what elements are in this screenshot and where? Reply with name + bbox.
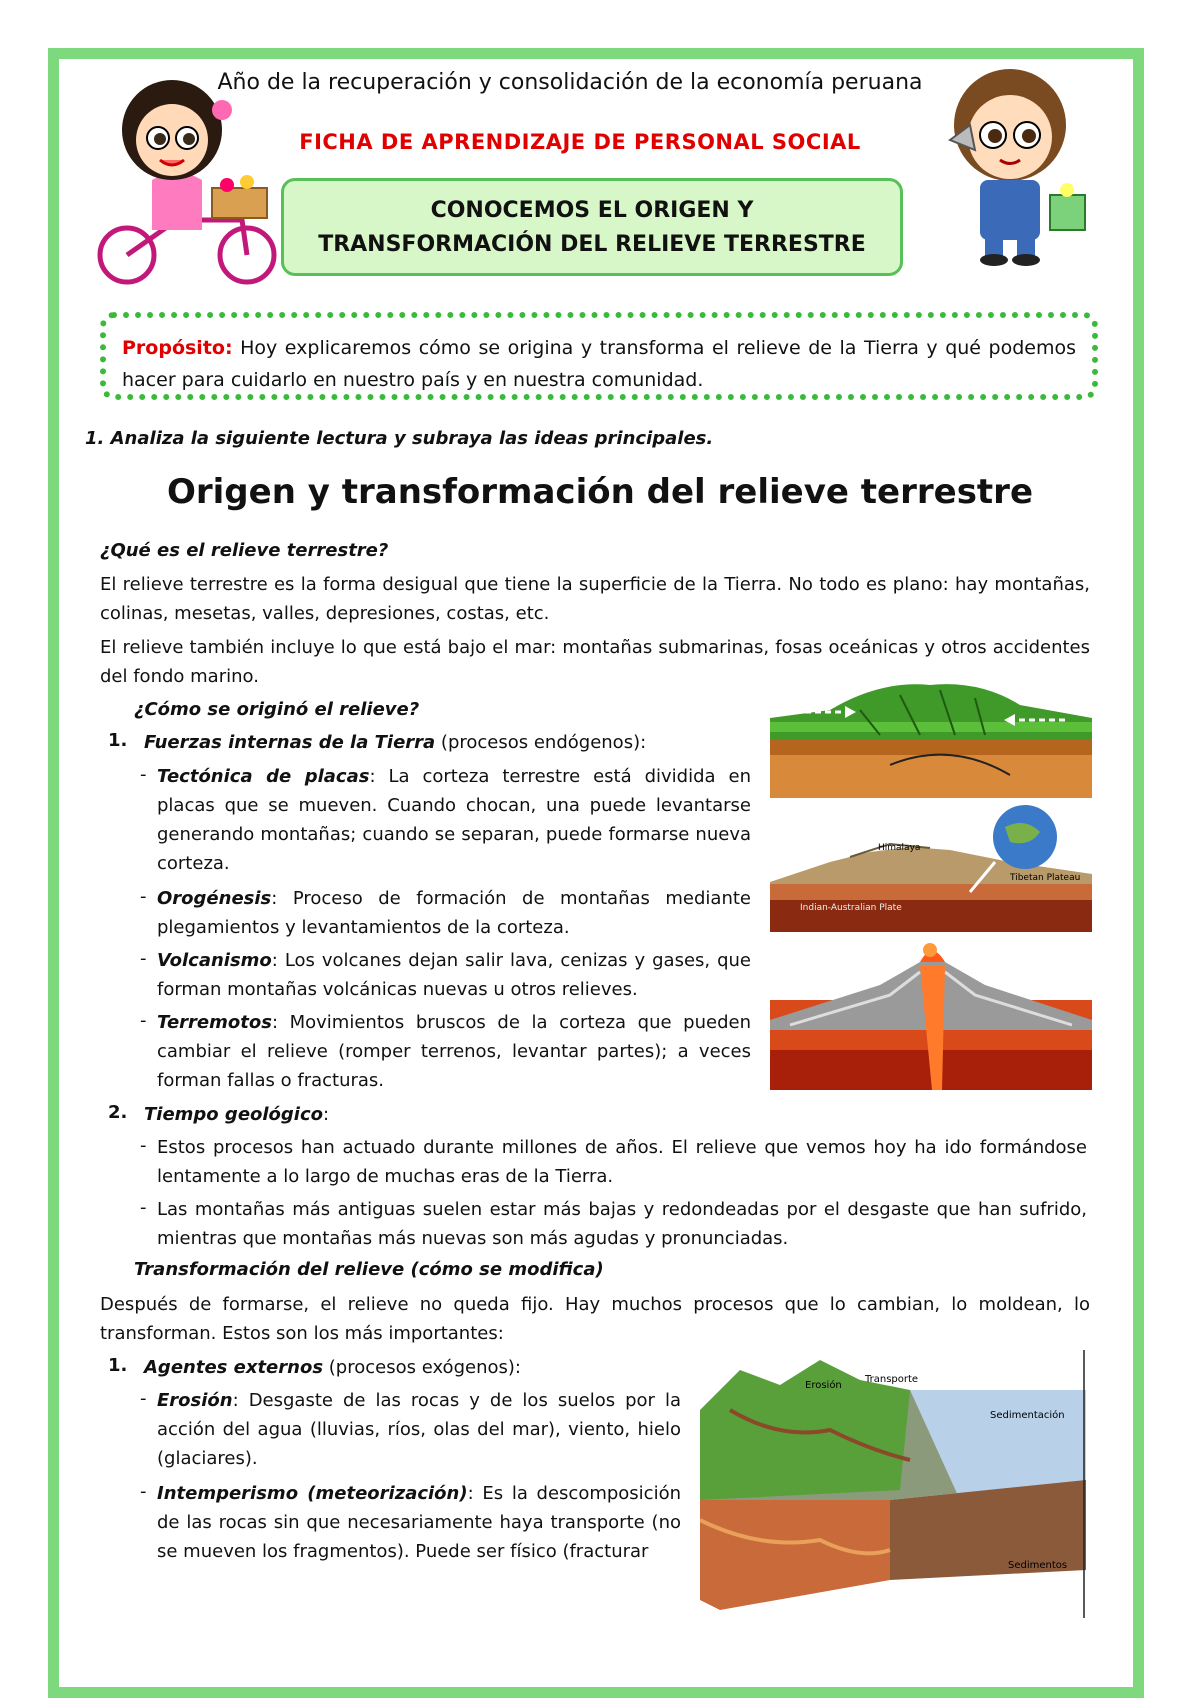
bullet-text: : Desgaste de las rocas y de los suelos por la acción del agua (lluvias, ríos, olas del mar), viento, hielo (glaciares). [157, 1390, 681, 1469]
purpose-label: Propósito: [122, 337, 233, 359]
section2-heading: ¿Cómo se originó el relieve? [134, 699, 420, 720]
bullet-tiempo-2: Las montañas más antiguas suelen estar más bajas y redondeadas por el desgaste que han sufrido, mientras que montañas más nuevas son más agudas y pronunciadas. [157, 1199, 1087, 1249]
section1-heading: ¿Qué es el relieve terrestre? [100, 540, 389, 561]
item-rest: : [323, 1104, 330, 1125]
bullet-dash: - [140, 1197, 147, 1218]
bullet-dash: - [140, 886, 147, 907]
item-title: Tiempo geológico [144, 1104, 324, 1125]
main-title: Origen y transformación del relieve terrestre [166, 472, 1034, 512]
bullet-dash: - [140, 1388, 147, 1409]
instruction: 1. Analiza la siguiente lectura y subraya las ideas principales. [85, 428, 714, 449]
section2-item1-number: 1. [108, 730, 128, 751]
section3-intro: Después de formarse, el relieve no queda fijo. Hay muchos procesos que lo cambian, lo moldean, lo transforman. Estos son los más importantes: [100, 1294, 1090, 1344]
label-sedimentacion: Sedimentación [990, 1410, 1065, 1421]
bullet-text: : Movimientos bruscos de la corteza que pueden cambiar el relieve (romper terrenos, levantar partes); a veces forman fallas o fracturas. [157, 1012, 751, 1091]
purpose-text: Hoy explicaremos cómo se origina y transforma el relieve de la Tierra y qué podemos hacer para cuidarlo en nuestro país y en nuestra comunidad. [122, 337, 1076, 391]
label-transporte: Transporte [865, 1374, 919, 1385]
topic-title-box [281, 178, 903, 276]
bullet-text: : La corteza terrestre está dividida en placas que se mueven. Cuando chocan, una puede levantarse generando montañas; cuando se separan, puede formarse nueva corteza. [157, 766, 751, 874]
bullet-term: Terremotos [157, 1012, 272, 1033]
section2-item2 [144, 1100, 329, 1129]
item-title: Agentes externos [144, 1357, 324, 1378]
girl-bicycle-illustration [92, 70, 292, 285]
bullet-dash: - [140, 1135, 147, 1156]
himalaya-figure [770, 802, 1092, 932]
bullet-volcanismo [157, 946, 751, 1004]
label-tibetan: Tibetan Plateau [1010, 873, 1081, 883]
topic-title-line1: CONOCEMOS EL ORIGEN Y [430, 198, 754, 223]
bullet-text: : Los volcanes dejan salir lava, cenizas y gases, que forman montañas volcánicas nuevas u otros relieves. [157, 950, 751, 1000]
bullet-tiempo-1: Estos procesos han actuado durante millones de años. El relieve que vemos hoy ha ido formándose lentamente a lo largo de muchas eras de la Tierra. [157, 1137, 1087, 1187]
label-indian-plate: Indian-Australian Plate [800, 903, 902, 913]
topic-title-line2: TRANSFORMACIÓN DEL RELIEVE TERRESTRE [318, 232, 866, 257]
section1-p1: El relieve terrestre es la forma desigual que tiene la superficie de la Tierra. No todo es plano: hay montañas, colinas, mesetas, valles, depresiones, costas, etc. [100, 574, 1090, 624]
erosion-sedimentation-figure [700, 1350, 1086, 1618]
volcano-figure [770, 940, 1092, 1090]
section3-heading: Transformación del relieve (cómo se modifica) [134, 1259, 604, 1280]
bullet-dash: - [140, 764, 147, 785]
section3-item1 [144, 1353, 521, 1382]
section2-item2-number: 2. [108, 1102, 128, 1123]
bullet-term: Erosión [157, 1390, 233, 1411]
bullet-intemperismo [157, 1479, 681, 1566]
bullet-dash: - [140, 1481, 147, 1502]
bullet-text: : Proceso de formación de montañas mediante plegamientos y levantamientos de la corteza. [157, 888, 751, 938]
plate-collision-figure [770, 680, 1092, 798]
label-himalaya: Himalaya [878, 843, 921, 853]
bullet-orogenesis [157, 884, 751, 942]
section2-item1 [144, 728, 646, 757]
section1-p2: El relieve también incluye lo que está bajo el mar: montañas submarinas, fosas oceánicas y otros accidentes del fondo marino. [100, 637, 1090, 687]
purpose-box [100, 312, 1098, 400]
bullet-dash: - [140, 948, 147, 969]
ficha-title: FICHA DE APRENDIZAJE DE PERSONAL SOCIAL [299, 130, 861, 154]
item-title: Fuerzas internas de la Tierra [144, 732, 436, 753]
section3-item1-number: 1. [108, 1355, 128, 1376]
bullet-text: : Es la descomposición de las rocas sin que necesariamente haya transporte (no se mueven los fragmentos). Puede ser físico (fracturar [157, 1483, 682, 1562]
item-rest: (procesos exógenos): [323, 1357, 521, 1378]
label-sedimentos: Sedimentos [1008, 1560, 1068, 1571]
year-line: Año de la recuperación y consolidación de la economía peruana [217, 70, 923, 95]
bullet-tectonica [157, 762, 751, 878]
bullet-term: Tectónica de placas [157, 766, 370, 787]
bullet-erosion [157, 1386, 681, 1473]
bullet-term: Intemperismo (meteorización) [157, 1483, 468, 1504]
bullet-dash: - [140, 1010, 147, 1031]
bullet-term: Volcanismo [157, 950, 272, 971]
bullet-term: Orogénesis [157, 888, 272, 909]
label-erosion: Erosión [805, 1380, 842, 1391]
bullet-terremotos [157, 1008, 751, 1095]
item-rest: (procesos endógenos): [435, 732, 647, 753]
